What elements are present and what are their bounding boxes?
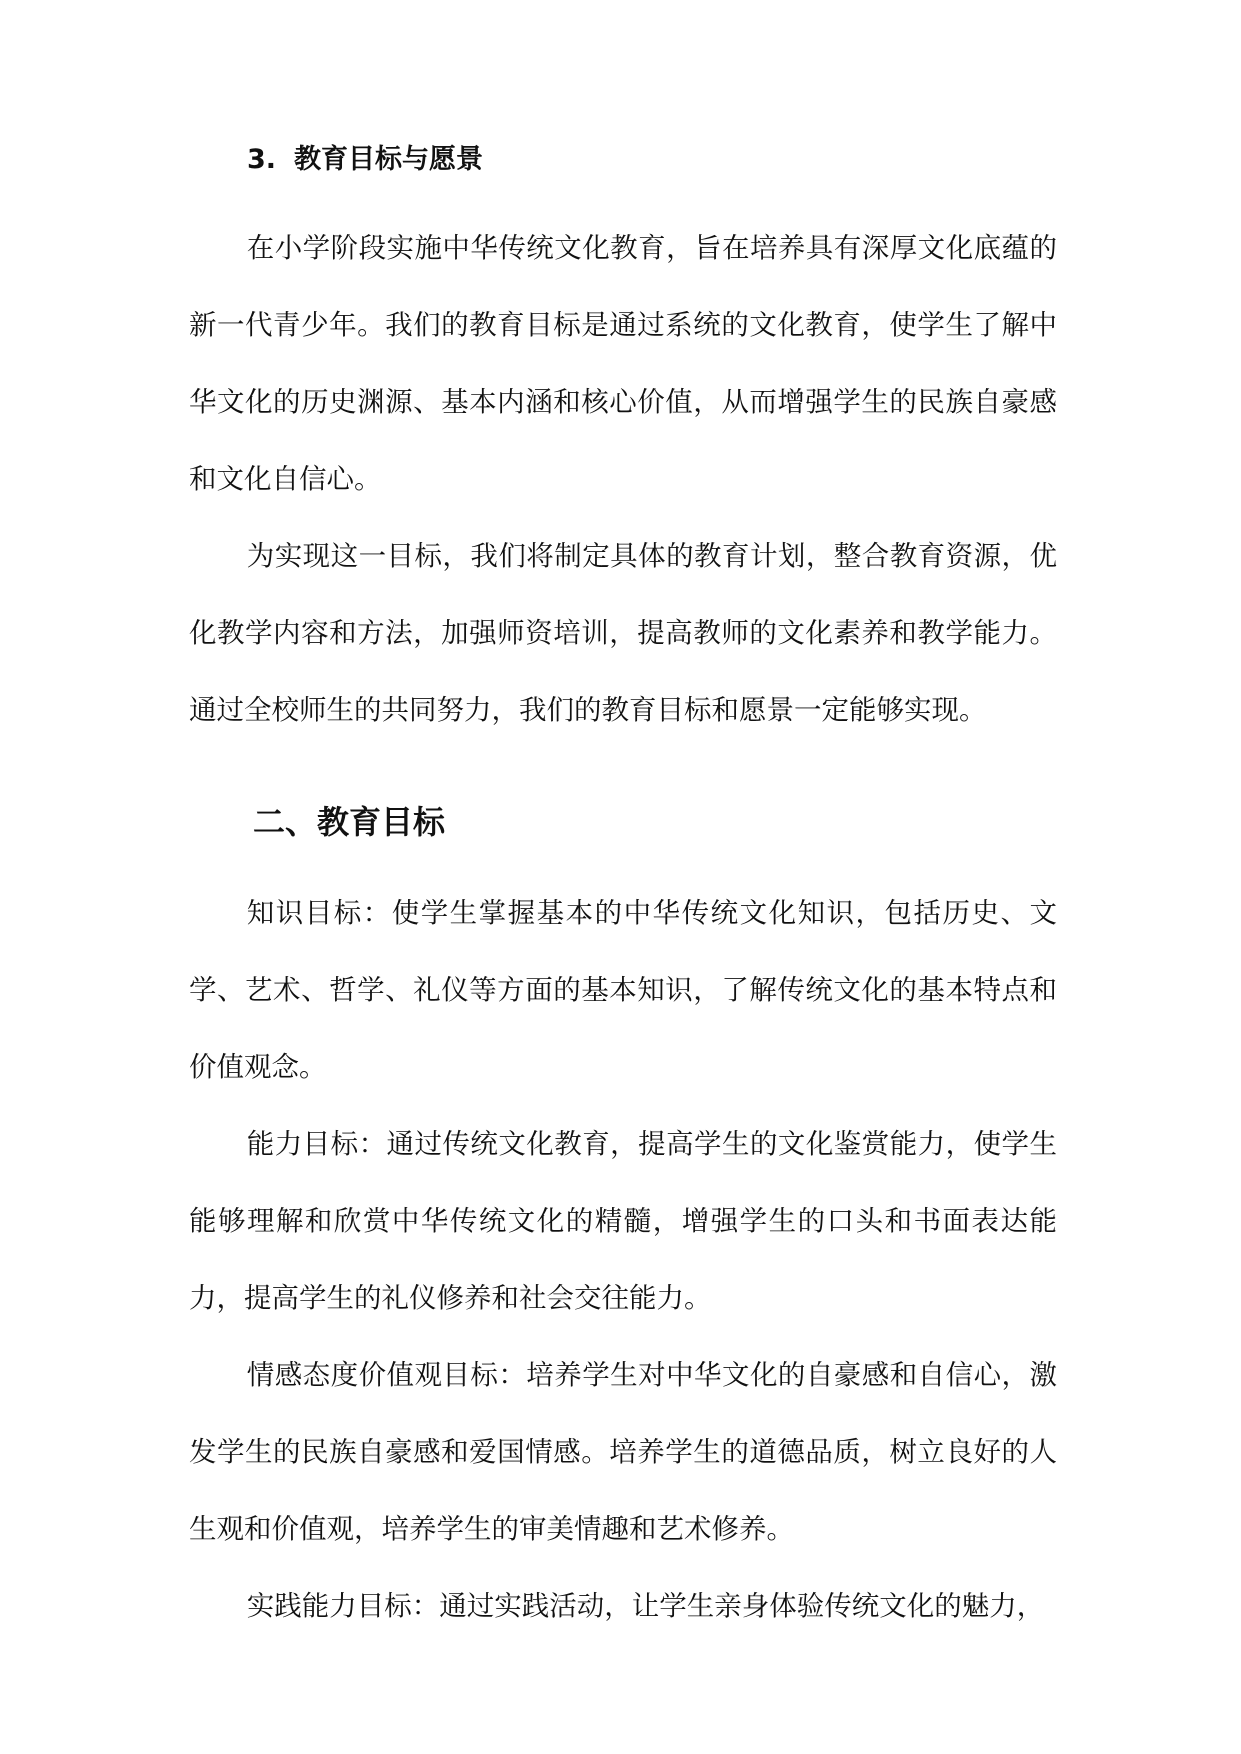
section-3-heading [247,140,1057,180]
section-2-heading: 二、教育目标 [253,803,446,841]
paragraph: 情感态度价值观目标：培养学生对中华文化的自豪感和自信心，激发学生的民族自豪感和爱国情感。培养学生的道德品质，树立良好的人生观和价值观，培养学生的审美情趣和艺术修养。 [189,1359,1057,1545]
section-3-title: 教育目标与愿景 [294,144,484,175]
paragraph: 为实现这一目标，我们将制定具体的教育计划，整合教育资源，优化教学内容和方法，加强师资培训，提高教师的文化素养和教学能力。通过全校师生的共同努力，我们的教育目标和愿景一定能够实现。 [189,540,1057,726]
section-3-number: 3. [247,144,277,175]
paragraph: 知识目标：使学生掌握基本的中华传统文化知识，包括历史、文学、艺术、哲学、礼仪等方面的基本知识，了解传统文化的基本特点和价值观念。 [189,897,1057,1083]
paragraph: 在小学阶段实施中华传统文化教育，旨在培养具有深厚文化底蕴的新一代青少年。我们的教育目标是通过系统的文化教育，使学生了解中华文化的历史渊源、基本内涵和核心价值，从而增强学生的民族自豪感和文化自信心。 [189,232,1057,495]
paragraph: 能力目标：通过传统文化教育，提高学生的文化鉴赏能力，使学生能够理解和欣赏中华传统文化的精髓，增强学生的口头和书面表达能力，提高学生的礼仪修养和社会交往能力。 [189,1128,1057,1314]
document-content [189,140,1057,1645]
paragraph: 实践能力目标：通过实践活动，让学生亲身体验传统文化的魅力， [246,1590,1045,1622]
